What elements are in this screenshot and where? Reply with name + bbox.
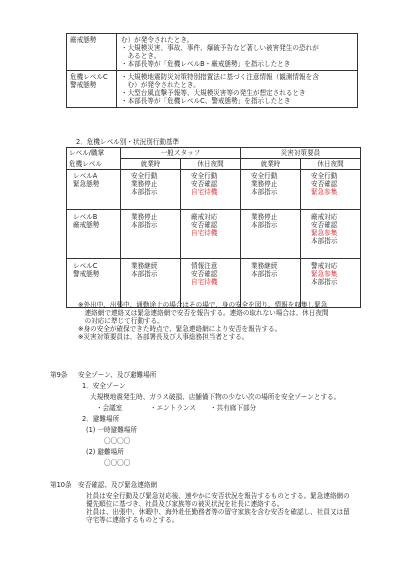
action-item: 本部指示 (311, 278, 338, 287)
header-disaster-staff: 災害対策要員 (241, 148, 361, 159)
header-work-hours: 就業時 (241, 159, 301, 170)
action-item-highlight: 自宅待機 (191, 278, 218, 287)
action-item: 情報注意 (191, 262, 218, 271)
action-item: 本部指示 (131, 221, 158, 230)
action-item: 安否確認 (191, 221, 218, 230)
action-item: 安否確認 (191, 270, 218, 279)
action-item: 安全行動 (251, 172, 278, 181)
description-line: ・大規模災害、事故、事件、爆破予告など著しい被害発生の恐れが (121, 44, 319, 53)
description-line: む）が発令されたとき。 (121, 81, 200, 90)
action-item: 警戒対応 (311, 262, 338, 271)
safe-zone-item: ・共有廊下部分 (210, 404, 257, 412)
article-9-title: 安全ゾーン、及び避難場所 (78, 371, 157, 379)
action-cell (241, 170, 301, 210)
action-item-highlight: 自宅待機 (191, 229, 218, 238)
action-item-highlight: 緊急参集 (311, 188, 338, 197)
evacuation-sub-1-value: 〇〇〇〇 (104, 437, 131, 445)
action-item: 本部指示 (131, 188, 158, 197)
header-holiday-night: 休日夜間 (301, 159, 361, 170)
action-item: 安否確認 (191, 180, 218, 189)
action-item: 業務停止 (251, 213, 278, 222)
level-state: 厳戒態勢 (73, 221, 100, 230)
action-item: 厳戒対応 (191, 213, 218, 222)
header-crisis-level: 危機レベル (67, 159, 121, 170)
action-item: 安否確認 (311, 180, 338, 189)
evacuation-sub-2: (2) 避難場所 (86, 448, 124, 456)
level-label-cell (67, 71, 117, 108)
level-cell (67, 210, 121, 259)
action-item: 業務停止 (251, 180, 278, 189)
table-row (67, 71, 358, 108)
action-cell (181, 210, 241, 259)
level-description-cell (117, 71, 358, 108)
note-line: ※身の安全が確保できた時点で、緊急連絡網により安否を報告する。 (78, 325, 282, 334)
body-line: 守宅等に連絡するものとする。 (86, 516, 179, 525)
action-item: 本部指示 (251, 270, 278, 279)
article-9-item-2: 2．避難場所 (82, 415, 120, 423)
action-cell (301, 170, 361, 210)
action-item-highlight: 自宅待機 (191, 188, 218, 197)
article-9-item-1-text: 大規模地震発生時、ガラス破損、店舗備下物の少ない次の場所を安全ゾーンとする。 (90, 393, 341, 401)
action-cell (121, 170, 181, 210)
description-line: む）が発令されたとき。 (121, 36, 194, 44)
description-line: ・大型台風直撃予報等、大規模災害等の発生が想定されるとき (121, 89, 306, 98)
table-header-row (67, 148, 361, 159)
table-row (67, 210, 361, 259)
level-state: 警戒態勢 (73, 270, 100, 279)
safe-zone-item: ・エントランス (150, 404, 196, 412)
safe-zone-item: ・会議室 (96, 404, 123, 412)
notes-block (78, 301, 329, 341)
article-10-body (86, 492, 350, 524)
header-general-staff: 一般スタッフ (121, 148, 241, 159)
header-level-role: レベル/職掌 (67, 148, 121, 159)
action-item: 業務停止 (131, 213, 158, 222)
article-9-number: 第9条 (50, 371, 68, 379)
level-state: 緊急態勢 (73, 180, 100, 189)
article-9-item-1: 1．安全ゾーン (82, 382, 126, 390)
level-description-cell (117, 34, 358, 71)
description-line: あるとき。 (121, 52, 161, 61)
description-line: ・本部長等が「危機レベルB・厳戒態勢」を指示したとき (121, 60, 291, 69)
level-label: 危機レベルC (70, 73, 108, 82)
crisis-level-definition-table (66, 33, 358, 108)
action-item: 業務継続 (131, 262, 158, 271)
action-cell (181, 170, 241, 210)
action-item: 安否確認 (311, 221, 338, 230)
action-item: 安全行動 (311, 172, 338, 181)
action-item: 安全行動 (191, 172, 218, 181)
table-header-row (67, 159, 361, 170)
article-10-title: 安否確認、及び緊急連絡網 (78, 481, 158, 489)
note-line: 連絡網で連絡又は緊急連絡網で安否を報告する。連絡の取れない場合は、休日夜間 (78, 309, 329, 318)
description-line: ・大規模地震防災対策特別措置法に基づく注意情報（観測情報を含 (121, 73, 319, 82)
action-item-highlight: 緊急参集 (311, 270, 338, 279)
note-line: の対応に準じて行動する。 (78, 317, 164, 326)
action-cell (121, 210, 181, 259)
level-label: 警戒態勢 (70, 81, 97, 90)
level-label-cell (67, 34, 117, 71)
header-holiday-night: 休日夜間 (181, 159, 241, 170)
note-line: ※災害対策要員は、各部署長及び人事総務担当者とする。 (78, 333, 249, 342)
action-item: 本部指示 (131, 270, 158, 279)
level-label: 厳戒態勢 (70, 36, 97, 44)
action-standard-table (66, 147, 361, 308)
level-name: レベルA (73, 172, 98, 181)
level-name: レベルC (73, 262, 98, 271)
description-line: ・本部長等が「危機レベルC、警戒態勢」を指示したとき (121, 97, 291, 106)
action-item: 厳戒対応 (311, 213, 338, 222)
header-work-hours: 就業時 (121, 159, 181, 170)
action-cell (241, 210, 301, 259)
action-item: 本部指示 (251, 221, 278, 230)
action-item-highlight: 緊急参集 (311, 229, 338, 238)
level-name: レベルB (73, 213, 98, 222)
action-item: 業務停止 (131, 180, 158, 189)
table-row (67, 34, 358, 71)
evacuation-sub-2-value: 〇〇〇〇 (104, 459, 131, 467)
section-heading: 2．危機レベル別・状況別行動基準 (76, 138, 180, 146)
action-item: 本部指示 (251, 188, 278, 197)
level-cell (67, 170, 121, 210)
note-line: ※外出中、出張中、通勤途上の場合はその場で、身の安全を図り、情報を収集し緊急 (78, 301, 328, 309)
body-line: 社員は、出張中、休暇中、海外赴任勤務者等の留守家族を含む安否を確認し、社員又は留 (86, 508, 350, 517)
action-item: 本部指示 (311, 237, 338, 246)
evacuation-sub-1: (1) 一時避難場所 (86, 426, 137, 434)
action-cell (301, 210, 361, 259)
body-line: 優先順位に基づき、社員及び家族等の被災状況を社長に連絡する。 (86, 500, 284, 509)
action-item: 安全行動 (131, 172, 158, 181)
body-line: 社員は安全行動及び緊急対応後、速やかに安否状況を報告するものとする。緊急連絡網の (86, 492, 350, 500)
action-item: 業務継続 (251, 262, 278, 271)
article-10-number: 第10条 (50, 481, 72, 489)
table-row (67, 170, 361, 210)
